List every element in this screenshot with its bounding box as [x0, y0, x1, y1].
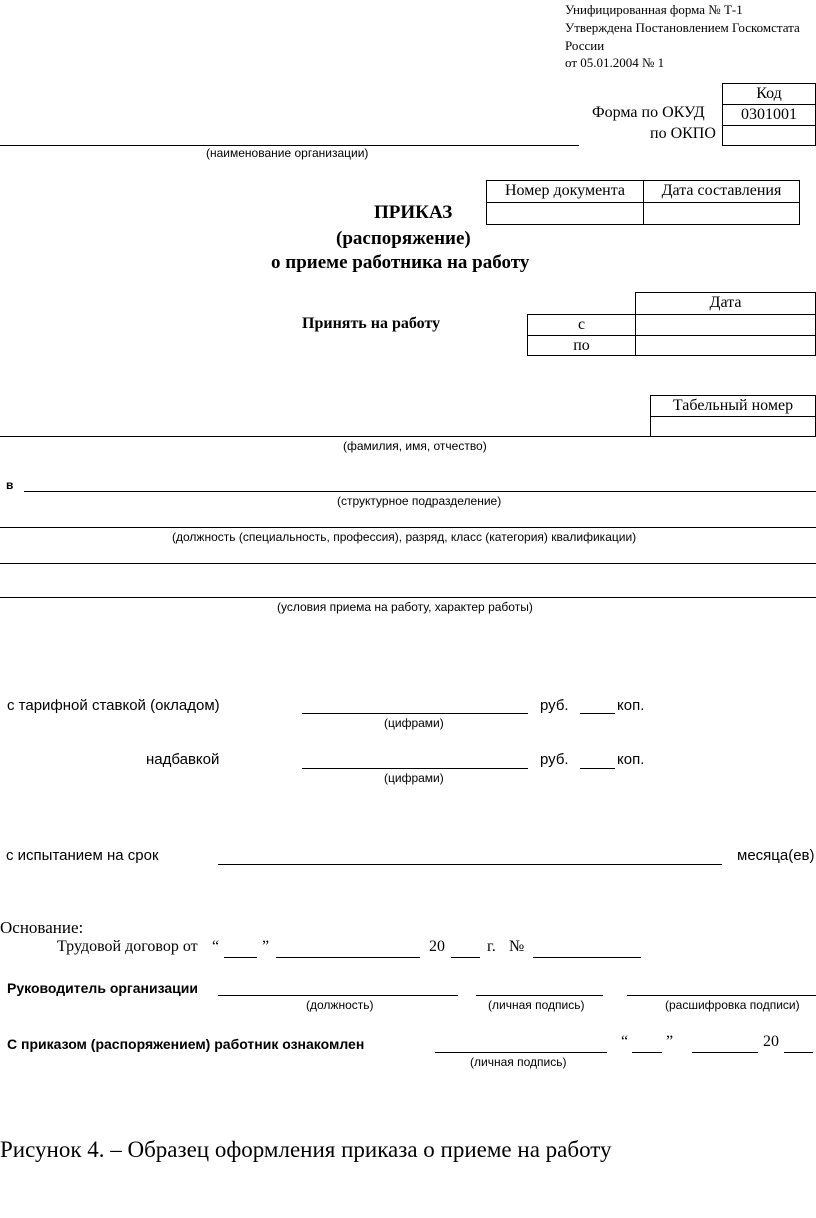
- probation-label: с испытанием на срок: [6, 847, 159, 864]
- header-date: от 05.01.2004 № 1: [565, 55, 665, 70]
- okud-value-cell: 0301001: [722, 104, 816, 126]
- position-line[interactable]: [0, 527, 816, 528]
- position-caption: (должность (специальность, профессия), разряд, класс (категория) квалификации): [172, 530, 637, 544]
- hire-to-label: по: [527, 335, 636, 356]
- contract-number-line[interactable]: [533, 957, 641, 958]
- rate-kop-line[interactable]: [580, 713, 615, 714]
- ack-year-line[interactable]: [784, 1052, 813, 1053]
- ack-quote-open: “: [621, 1033, 629, 1050]
- ack-year-prefix: 20: [763, 1033, 779, 1050]
- head-label: Руководитель организации: [7, 980, 198, 996]
- header-approved: Утверждена Постановлением Госкомстата: [565, 20, 800, 35]
- ack-quote-close: ”: [666, 1033, 674, 1050]
- bonus-label: надбавкой: [146, 751, 220, 768]
- ack-signature-line[interactable]: [435, 1052, 607, 1053]
- tab-number-header: Табельный номер: [650, 395, 816, 417]
- bonus-kop-label: коп.: [617, 751, 645, 768]
- contract-year-suffix: г.: [487, 938, 496, 955]
- doc-date-field[interactable]: [643, 202, 800, 225]
- code-header-cell: Код: [722, 83, 816, 105]
- department-line[interactable]: [24, 491, 816, 492]
- rate-digits-caption: (цифрами): [384, 716, 444, 730]
- header-country: России: [565, 38, 605, 53]
- header-form-number: Унифицированная форма № Т-1: [565, 2, 743, 17]
- ack-day-line[interactable]: [632, 1052, 662, 1053]
- contract-quote-open: “: [212, 938, 220, 955]
- doc-number-field[interactable]: [486, 202, 644, 225]
- fio-line[interactable]: [0, 436, 651, 437]
- bonus-rub-line[interactable]: [302, 768, 528, 769]
- contract-label: Трудовой договор от: [57, 938, 198, 955]
- page-subtitle: (распоряжение): [336, 228, 471, 249]
- fio-caption: (фамилия, имя, отчество): [343, 439, 487, 453]
- bonus-digits-caption: (цифрами): [384, 771, 444, 785]
- rate-label: с тарифной ставкой (окладом): [7, 697, 220, 714]
- page-title-line3: о приеме работника на работу: [271, 252, 530, 273]
- figure-caption: Рисунок 4. – Образец оформления приказа о приеме на работу: [0, 1137, 612, 1162]
- okpo-value-cell[interactable]: [722, 125, 816, 146]
- ack-month-line[interactable]: [692, 1052, 758, 1053]
- hire-from-field[interactable]: [635, 314, 816, 336]
- in-label: в: [6, 478, 14, 492]
- ack-label: С приказом (распоряжением) работник ознакомлен: [7, 1036, 365, 1052]
- head-position-caption: (должность): [306, 998, 374, 1012]
- contract-day-line[interactable]: [224, 957, 257, 958]
- contract-month-line[interactable]: [276, 957, 420, 958]
- contract-year-line[interactable]: [451, 957, 480, 958]
- head-decode-line[interactable]: [627, 995, 816, 996]
- hire-label: Принять на работу: [302, 315, 441, 332]
- head-decode-caption: (расшифровка подписи): [665, 998, 800, 1012]
- okpo-label: по ОКПО: [650, 125, 716, 142]
- rate-rub-label: руб.: [540, 697, 569, 714]
- basis-label: Основание:: [0, 918, 84, 937]
- contract-year-prefix: 20: [429, 938, 445, 955]
- conditions-caption: (условия приема на работу, характер работы): [277, 600, 533, 614]
- contract-quote-close: ”: [262, 938, 270, 955]
- hire-date-header: Дата: [635, 292, 816, 315]
- contract-number-sign: №: [509, 938, 525, 955]
- head-signature-caption: (личная подпись): [488, 998, 585, 1012]
- conditions-line-2[interactable]: [0, 597, 816, 598]
- page-title: ПРИКАЗ: [374, 202, 453, 223]
- rate-rub-line[interactable]: [302, 713, 528, 714]
- doc-number-header: Номер документа: [486, 180, 644, 203]
- conditions-line-1[interactable]: [0, 563, 816, 564]
- probation-line[interactable]: [218, 864, 722, 865]
- okud-label: Форма по ОКУД: [592, 104, 705, 121]
- department-caption: (структурное подразделение): [337, 494, 502, 508]
- probation-unit: месяца(ев): [737, 847, 815, 864]
- doc-date-header: Дата составления: [643, 180, 800, 203]
- bonus-rub-label: руб.: [540, 751, 569, 768]
- head-position-line[interactable]: [218, 995, 458, 996]
- head-signature-line[interactable]: [476, 995, 603, 996]
- tab-number-field[interactable]: [650, 416, 816, 437]
- hire-from-label: с: [527, 314, 636, 336]
- hire-to-field[interactable]: [635, 335, 816, 356]
- bonus-kop-line[interactable]: [580, 768, 615, 769]
- ack-signature-caption: (личная подпись): [470, 1055, 567, 1069]
- org-name-caption: (наименование организации): [206, 146, 369, 160]
- rate-kop-label: коп.: [617, 697, 645, 714]
